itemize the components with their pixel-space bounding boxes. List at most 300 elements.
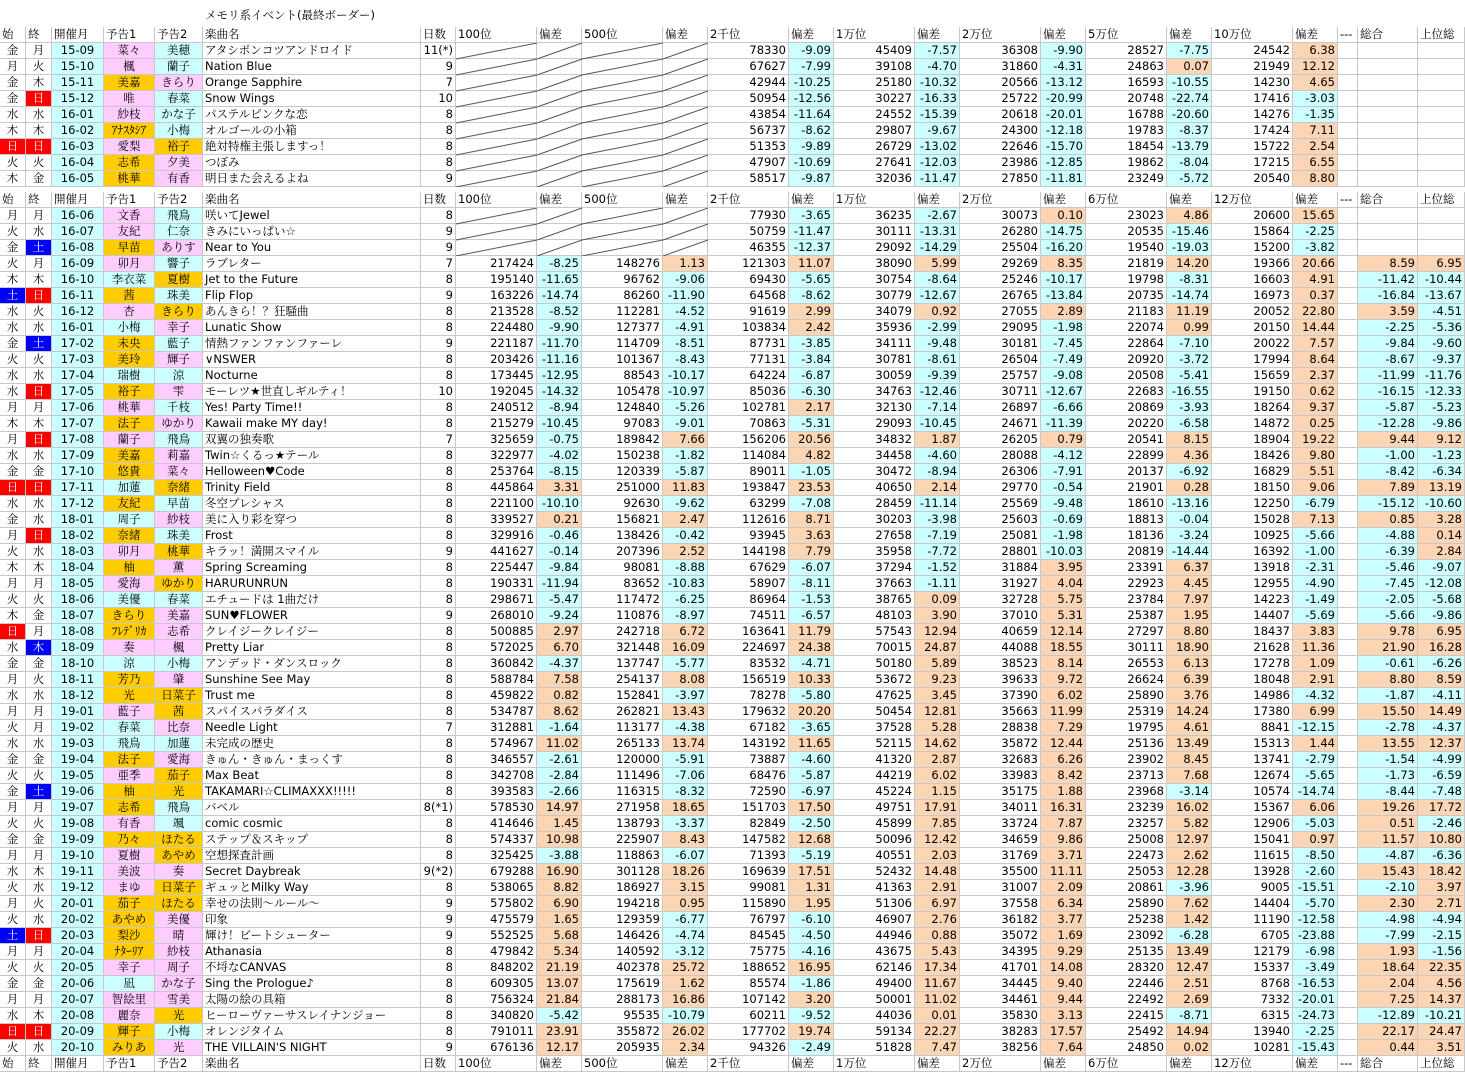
data-cell[interactable]: 30472 [834, 464, 915, 480]
data-cell[interactable]: 1.93 [1358, 944, 1418, 960]
data-cell[interactable]: 3.51 [1418, 1040, 1465, 1056]
data-cell[interactable]: 47625 [834, 688, 915, 704]
data-cell[interactable]: 8 [421, 704, 456, 720]
data-cell[interactable]: 22.17 [1358, 1024, 1418, 1040]
data-cell[interactable]: -8.61 [915, 352, 960, 368]
data-cell[interactable]: 110876 [582, 608, 663, 624]
data-cell[interactable]: -14.44 [1167, 544, 1212, 560]
data-cell[interactable]: 21628 [1212, 640, 1293, 656]
data-cell[interactable]: 6.72 [663, 624, 708, 640]
data-cell[interactable]: 金 [0, 43, 26, 59]
data-cell[interactable]: きらり [155, 304, 203, 320]
data-cell[interactable]: 紗枝 [155, 512, 203, 528]
data-cell[interactable]: 8 [421, 1008, 456, 1024]
data-cell[interactable] [1338, 672, 1358, 688]
data-cell[interactable]: 35936 [834, 320, 915, 336]
data-cell[interactable]: 19-03 [52, 736, 104, 752]
data-cell[interactable]: 17994 [1212, 352, 1293, 368]
data-cell[interactable]: 6315 [1212, 1008, 1293, 1024]
data-cell[interactable]: 春菜 [155, 91, 203, 107]
data-cell[interactable]: 86964 [708, 592, 789, 608]
data-cell[interactable]: 8 [421, 480, 456, 496]
song-title-cell[interactable]: Spring Screaming [203, 560, 421, 576]
data-cell[interactable]: 日 [0, 624, 26, 640]
data-cell[interactable]: 16.28 [1418, 640, 1465, 656]
data-cell[interactable]: 8 [421, 528, 456, 544]
data-cell[interactable]: 5.75 [1041, 592, 1086, 608]
data-cell[interactable]: 1.62 [663, 976, 708, 992]
data-cell[interactable]: 16973 [1212, 288, 1293, 304]
data-cell[interactable]: 17-05 [52, 384, 104, 400]
data-cell[interactable]: 17416 [1212, 91, 1293, 107]
data-cell[interactable]: 7.29 [1041, 720, 1086, 736]
data-cell[interactable]: 224480 [456, 320, 537, 336]
data-cell[interactable]: 唯 [104, 91, 155, 107]
data-cell[interactable]: 31927 [960, 576, 1041, 592]
data-cell[interactable]: 夏樹 [155, 272, 203, 288]
data-cell[interactable]: 25722 [960, 91, 1041, 107]
data-cell[interactable]: -16.55 [1167, 384, 1212, 400]
data-cell[interactable]: 97083 [582, 416, 663, 432]
data-cell[interactable] [1338, 528, 1358, 544]
data-cell[interactable]: 愛梨 [104, 139, 155, 155]
data-cell[interactable]: 18-08 [52, 624, 104, 640]
data-cell[interactable]: 18.26 [663, 864, 708, 880]
data-cell[interactable]: 25890 [1086, 896, 1167, 912]
data-cell[interactable]: 9 [421, 928, 456, 944]
data-cell[interactable]: 137747 [582, 656, 663, 672]
data-cell[interactable]: 6.90 [537, 896, 582, 912]
song-title-cell[interactable]: 咲いてJewel [203, 208, 421, 224]
data-cell[interactable]: 19-08 [52, 816, 104, 832]
data-cell[interactable]: 0.14 [1418, 528, 1465, 544]
data-cell[interactable] [1338, 656, 1358, 672]
data-cell[interactable] [1338, 224, 1358, 240]
data-cell[interactable]: 22646 [960, 139, 1041, 155]
data-cell[interactable]: 16-08 [52, 240, 104, 256]
data-cell[interactable]: 676136 [456, 1040, 537, 1056]
data-cell[interactable] [1418, 139, 1465, 155]
data-cell[interactable]: -6.87 [789, 368, 834, 384]
data-cell[interactable]: 69430 [708, 272, 789, 288]
data-cell[interactable]: 加蓮 [155, 736, 203, 752]
data-cell[interactable]: -2.46 [1418, 816, 1465, 832]
data-cell[interactable]: -11.65 [537, 272, 582, 288]
data-cell[interactable]: 颯 [155, 816, 203, 832]
data-cell[interactable]: 8 [421, 464, 456, 480]
data-cell[interactable]: 11.83 [663, 480, 708, 496]
data-cell[interactable]: -1.00 [1293, 544, 1338, 560]
data-cell[interactable]: 78278 [708, 688, 789, 704]
data-cell[interactable]: -8.11 [789, 576, 834, 592]
data-cell[interactable]: 5.51 [1293, 464, 1338, 480]
data-cell[interactable]: 月 [26, 992, 52, 1008]
data-cell[interactable]: 文香 [104, 208, 155, 224]
data-cell[interactable] [1338, 592, 1358, 608]
data-cell[interactable]: 法子 [104, 752, 155, 768]
data-cell[interactable]: きらり [155, 75, 203, 91]
data-cell[interactable]: 裕子 [104, 384, 155, 400]
data-cell[interactable]: 14.97 [537, 800, 582, 816]
data-cell[interactable]: 珠美 [155, 528, 203, 544]
data-cell[interactable]: -10.44 [1418, 272, 1465, 288]
data-cell[interactable]: 16.90 [537, 864, 582, 880]
data-cell[interactable]: 春菜 [104, 720, 155, 736]
data-cell[interactable]: -4.32 [1293, 688, 1338, 704]
data-cell[interactable]: 156519 [708, 672, 789, 688]
data-cell[interactable]: あやめ [155, 848, 203, 864]
data-cell[interactable]: 8 [421, 848, 456, 864]
data-cell[interactable]: -8.51 [663, 336, 708, 352]
data-cell[interactable]: 16-06 [52, 208, 104, 224]
data-cell[interactable]: -7.57 [915, 43, 960, 59]
data-cell[interactable]: 8 [421, 368, 456, 384]
data-cell[interactable]: 254137 [582, 672, 663, 688]
data-cell[interactable]: -13.79 [1167, 139, 1212, 155]
data-cell[interactable]: 月 [0, 800, 26, 816]
data-cell[interactable]: 20861 [1086, 880, 1167, 896]
data-cell[interactable]: 月 [26, 43, 52, 59]
data-cell[interactable]: 日 [0, 139, 26, 155]
data-cell[interactable]: -2.84 [537, 768, 582, 784]
data-cell[interactable]: -9.48 [1041, 496, 1086, 512]
song-title-cell[interactable]: Snow Wings [203, 91, 421, 107]
data-cell[interactable]: -6.97 [789, 784, 834, 800]
data-cell[interactable]: 12674 [1212, 768, 1293, 784]
data-cell[interactable]: 8 [421, 768, 456, 784]
data-cell[interactable]: 火 [26, 768, 52, 784]
data-cell[interactable]: 29770 [960, 480, 1041, 496]
data-cell[interactable]: 火 [0, 256, 26, 272]
data-cell[interactable]: 17-10 [52, 464, 104, 480]
data-cell[interactable] [1338, 608, 1358, 624]
header-cell[interactable]: 偏差 [1041, 192, 1086, 208]
data-cell[interactable]: -1.73 [1358, 768, 1418, 784]
data-cell[interactable]: 288173 [582, 992, 663, 1008]
header-cell[interactable]: 5万位 [1086, 27, 1167, 43]
data-cell[interactable]: 友紀 [104, 496, 155, 512]
song-title-cell[interactable]: モーレツ★世直しギルティ！ [203, 384, 421, 400]
data-cell[interactable]: 58517 [708, 171, 789, 187]
data-cell[interactable]: -9.89 [789, 139, 834, 155]
data-cell[interactable] [1338, 352, 1358, 368]
data-cell[interactable]: 20566 [960, 75, 1041, 91]
data-cell[interactable]: 16.95 [789, 960, 834, 976]
header-cell[interactable]: 偏差 [537, 27, 582, 43]
data-cell[interactable]: 12.44 [1041, 736, 1086, 752]
data-cell[interactable]: 1.69 [1041, 928, 1086, 944]
data-cell[interactable] [1358, 59, 1418, 75]
header-cell[interactable]: 12万位 [1212, 192, 1293, 208]
data-cell[interactable]: 552525 [456, 928, 537, 944]
data-cell[interactable]: 比奈 [155, 720, 203, 736]
data-cell[interactable]: 38090 [834, 256, 915, 272]
data-cell[interactable]: -13.67 [1418, 288, 1465, 304]
data-cell[interactable]: 6.39 [1167, 672, 1212, 688]
data-cell[interactable]: 日 [26, 480, 52, 496]
data-cell[interactable] [663, 75, 708, 91]
header-cell[interactable]: 上位総 [1418, 27, 1465, 43]
data-cell[interactable]: 12.68 [789, 832, 834, 848]
data-cell[interactable]: 38523 [960, 656, 1041, 672]
data-cell[interactable]: 12179 [1212, 944, 1293, 960]
data-cell[interactable]: 26280 [960, 224, 1041, 240]
data-cell[interactable]: 22923 [1086, 576, 1167, 592]
data-cell[interactable] [1338, 155, 1358, 171]
data-cell[interactable]: -12.46 [915, 384, 960, 400]
data-cell[interactable]: 18264 [1212, 400, 1293, 416]
data-cell[interactable] [582, 240, 663, 256]
header-cell[interactable]: 総合 [1358, 192, 1418, 208]
data-cell[interactable]: 0.95 [663, 896, 708, 912]
data-cell[interactable] [1358, 75, 1418, 91]
data-cell[interactable]: -24.73 [1293, 1008, 1338, 1024]
data-cell[interactable]: 205935 [582, 1040, 663, 1056]
data-cell[interactable]: 水 [0, 736, 26, 752]
data-cell[interactable]: 24863 [1086, 59, 1167, 75]
data-cell[interactable]: 0.82 [537, 688, 582, 704]
data-cell[interactable]: 志希 [104, 800, 155, 816]
data-cell[interactable]: 智絵里 [104, 992, 155, 1008]
data-cell[interactable]: 117472 [582, 592, 663, 608]
data-cell[interactable]: 10281 [1212, 1040, 1293, 1056]
data-cell[interactable]: 8 [421, 320, 456, 336]
data-cell[interactable]: -14.74 [1167, 288, 1212, 304]
data-cell[interactable]: 24300 [960, 123, 1041, 139]
data-cell[interactable]: 34832 [834, 432, 915, 448]
data-cell[interactable]: 水 [0, 496, 26, 512]
data-cell[interactable]: 水 [0, 640, 26, 656]
data-cell[interactable]: -7.99 [1358, 928, 1418, 944]
song-title-cell[interactable]: Athanasia [203, 944, 421, 960]
data-cell[interactable]: 21.90 [1358, 640, 1418, 656]
data-cell[interactable]: -1.05 [789, 464, 834, 480]
data-cell[interactable]: -2.66 [537, 784, 582, 800]
data-cell[interactable]: 23713 [1086, 768, 1167, 784]
data-cell[interactable]: 楓 [155, 640, 203, 656]
data-cell[interactable]: 水 [26, 736, 52, 752]
data-cell[interactable]: 卯月 [104, 256, 155, 272]
data-cell[interactable]: 8 [421, 784, 456, 800]
data-cell[interactable] [582, 155, 663, 171]
data-cell[interactable]: 26.02 [663, 1024, 708, 1040]
data-cell[interactable]: 25053 [1086, 864, 1167, 880]
data-cell[interactable]: 41320 [834, 752, 915, 768]
data-cell[interactable]: 3.63 [789, 528, 834, 544]
data-cell[interactable]: 13.19 [1418, 480, 1465, 496]
data-cell[interactable]: -8.97 [663, 608, 708, 624]
data-cell[interactable]: 15313 [1212, 736, 1293, 752]
data-cell[interactable]: 美優 [155, 912, 203, 928]
data-cell[interactable]: 85574 [708, 976, 789, 992]
data-cell[interactable]: 夕美 [155, 155, 203, 171]
data-cell[interactable]: 8.43 [663, 832, 708, 848]
data-cell[interactable]: 月 [0, 944, 26, 960]
data-cell[interactable]: 6.06 [1293, 800, 1338, 816]
data-cell[interactable]: 156206 [708, 432, 789, 448]
data-cell[interactable]: 法子 [104, 416, 155, 432]
data-cell[interactable]: 7.97 [1167, 592, 1212, 608]
song-title-cell[interactable]: SUN♥FLOWER [203, 608, 421, 624]
data-cell[interactable] [1338, 704, 1358, 720]
data-cell[interactable] [1338, 432, 1358, 448]
data-cell[interactable]: -8.50 [1293, 848, 1338, 864]
data-cell[interactable]: 月 [26, 400, 52, 416]
song-title-cell[interactable]: Jet to the Future [203, 272, 421, 288]
data-cell[interactable]: 金 [0, 75, 26, 91]
data-cell[interactable]: 土 [26, 784, 52, 800]
data-cell[interactable]: 46907 [834, 912, 915, 928]
data-cell[interactable]: -4.99 [1418, 752, 1465, 768]
data-cell[interactable]: -10.17 [1041, 272, 1086, 288]
data-cell[interactable]: 卯月 [104, 544, 155, 560]
data-cell[interactable]: -8.94 [915, 464, 960, 480]
data-cell[interactable]: 26306 [960, 464, 1041, 480]
data-cell[interactable] [1358, 139, 1418, 155]
data-cell[interactable]: 16-12 [52, 304, 104, 320]
data-cell[interactable]: 0.88 [915, 928, 960, 944]
data-cell[interactable]: 34445 [960, 976, 1041, 992]
header-cell[interactable]: 500位 [582, 192, 663, 208]
data-cell[interactable]: 475579 [456, 912, 537, 928]
data-cell[interactable]: 20-01 [52, 896, 104, 912]
data-cell[interactable]: 月 [0, 400, 26, 416]
data-cell[interactable]: -7.10 [1167, 336, 1212, 352]
data-cell[interactable]: 175619 [582, 976, 663, 992]
data-cell[interactable]: -10.83 [663, 576, 708, 592]
data-cell[interactable]: 13928 [1212, 864, 1293, 880]
data-cell[interactable]: 2.17 [789, 400, 834, 416]
song-title-cell[interactable]: Trinity Field [203, 480, 421, 496]
data-cell[interactable]: 35830 [960, 1008, 1041, 1024]
data-cell[interactable]: 日菜子 [155, 880, 203, 896]
data-cell[interactable]: -2.67 [915, 208, 960, 224]
song-title-cell[interactable]: 幸せの法則～ルール～ [203, 896, 421, 912]
data-cell[interactable]: 18.90 [1167, 640, 1212, 656]
data-cell[interactable]: -11.14 [915, 496, 960, 512]
data-cell[interactable]: 美玲 [104, 352, 155, 368]
data-cell[interactable]: 56737 [708, 123, 789, 139]
data-cell[interactable]: 17-04 [52, 368, 104, 384]
data-cell[interactable]: 15-12 [52, 91, 104, 107]
data-cell[interactable]: -9.48 [915, 336, 960, 352]
data-cell[interactable]: 20869 [1086, 400, 1167, 416]
data-cell[interactable]: 73887 [708, 752, 789, 768]
data-cell[interactable] [1358, 208, 1418, 224]
data-cell[interactable]: 志希 [104, 155, 155, 171]
data-cell[interactable]: 41363 [834, 880, 915, 896]
data-cell[interactable]: きらり [104, 608, 155, 624]
data-cell[interactable] [1338, 880, 1358, 896]
data-cell[interactable]: 木 [26, 123, 52, 139]
data-cell[interactable]: -8.15 [537, 464, 582, 480]
data-cell[interactable]: -3.97 [663, 688, 708, 704]
data-cell[interactable]: -0.04 [1167, 512, 1212, 528]
data-cell[interactable]: 水 [26, 368, 52, 384]
data-cell[interactable]: 107142 [708, 992, 789, 1008]
data-cell[interactable]: 美波 [104, 864, 155, 880]
data-cell[interactable]: 火 [0, 912, 26, 928]
data-cell[interactable]: -6.25 [663, 592, 708, 608]
song-title-cell[interactable]: クレイジークレイジー [203, 624, 421, 640]
data-cell[interactable]: 48103 [834, 608, 915, 624]
song-title-cell[interactable]: Kawaii make MY day! [203, 416, 421, 432]
data-cell[interactable] [537, 107, 582, 123]
data-cell[interactable]: -4.60 [789, 752, 834, 768]
header-cell[interactable]: 1万位 [834, 27, 915, 43]
data-cell[interactable]: -3.84 [789, 352, 834, 368]
data-cell[interactable]: 2.62 [1167, 848, 1212, 864]
data-cell[interactable] [1338, 384, 1358, 400]
data-cell[interactable]: 土 [26, 240, 52, 256]
data-cell[interactable]: -5.36 [1418, 320, 1465, 336]
data-cell[interactable]: 光 [155, 1008, 203, 1024]
data-cell[interactable]: 173445 [456, 368, 537, 384]
data-cell[interactable]: 友紀 [104, 224, 155, 240]
data-cell[interactable]: 92630 [582, 496, 663, 512]
data-cell[interactable]: 日 [26, 1024, 52, 1040]
data-cell[interactable]: 31860 [960, 59, 1041, 75]
data-cell[interactable]: -5.41 [1167, 368, 1212, 384]
data-cell[interactable]: 29269 [960, 256, 1041, 272]
data-cell[interactable]: 28320 [1086, 960, 1167, 976]
data-cell[interactable]: -10.69 [789, 155, 834, 171]
data-cell[interactable]: 20-09 [52, 1024, 104, 1040]
data-cell[interactable]: 17.72 [1418, 800, 1465, 816]
data-cell[interactable]: 8 [421, 976, 456, 992]
data-cell[interactable]: 312881 [456, 720, 537, 736]
data-cell[interactable]: 0.99 [1167, 320, 1212, 336]
data-cell[interactable] [1358, 43, 1418, 59]
data-cell[interactable]: 21183 [1086, 304, 1167, 320]
data-cell[interactable]: 12250 [1212, 496, 1293, 512]
data-cell[interactable]: 37663 [834, 576, 915, 592]
data-cell[interactable]: 14223 [1212, 592, 1293, 608]
data-cell[interactable]: ｱﾅｽﾀｼｱ [104, 123, 155, 139]
data-cell[interactable]: 848202 [456, 960, 537, 976]
data-cell[interactable]: -10.17 [663, 368, 708, 384]
data-cell[interactable]: 35175 [960, 784, 1041, 800]
data-cell[interactable]: 28527 [1086, 43, 1167, 59]
data-cell[interactable]: -9.90 [537, 320, 582, 336]
data-cell[interactable]: 24542 [1212, 43, 1293, 59]
data-cell[interactable]: 8.15 [1167, 432, 1212, 448]
data-cell[interactable]: 8 [421, 400, 456, 416]
data-cell[interactable]: 120000 [582, 752, 663, 768]
data-cell[interactable]: -3.03 [1293, 91, 1338, 107]
data-cell[interactable]: 凪 [104, 976, 155, 992]
data-cell[interactable]: 水 [0, 368, 26, 384]
data-cell[interactable]: 52115 [834, 736, 915, 752]
data-cell[interactable]: -9.52 [789, 1008, 834, 1024]
data-cell[interactable]: 15200 [1212, 240, 1293, 256]
data-cell[interactable]: 奏 [104, 640, 155, 656]
data-cell[interactable]: 早苗 [155, 496, 203, 512]
data-cell[interactable]: -9.60 [1418, 336, 1465, 352]
data-cell[interactable]: 77930 [708, 208, 789, 224]
data-cell[interactable] [582, 171, 663, 187]
data-cell[interactable]: 20-03 [52, 928, 104, 944]
data-cell[interactable]: 148276 [582, 256, 663, 272]
data-cell[interactable]: 麗奈 [104, 1008, 155, 1024]
data-cell[interactable]: 51828 [834, 1040, 915, 1056]
data-cell[interactable]: 35958 [834, 544, 915, 560]
data-cell[interactable]: 月 [26, 800, 52, 816]
data-cell[interactable]: 34011 [960, 800, 1041, 816]
header-cell[interactable]: 総合 [1358, 1056, 1418, 1072]
data-cell[interactable]: 4.61 [1167, 720, 1212, 736]
data-cell[interactable]: -12.03 [915, 155, 960, 171]
